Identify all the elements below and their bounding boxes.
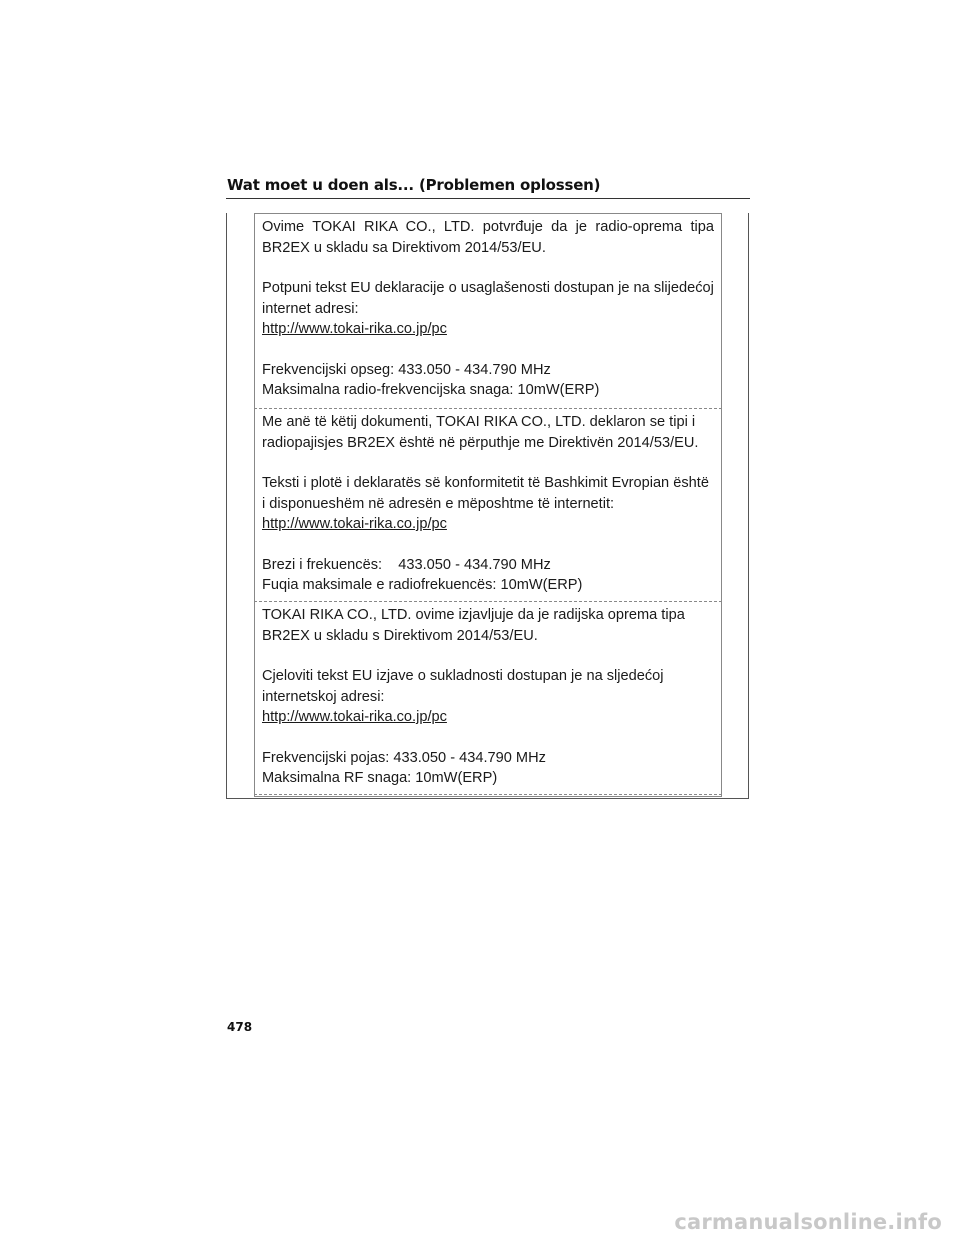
text-line: radiopajisjes BR2EX është në përputhje me Direktivën 2014/53/EU. xyxy=(262,434,699,451)
declaration-link[interactable]: http://www.tokai-rika.co.jp/pc xyxy=(262,709,447,725)
text-line: Me anë të këtij dokumenti, TOKAI RIKA CO., LTD. deklaron se tipi i xyxy=(262,414,696,430)
text-line: BR2EX u skladu s Direktivom 2014/53/EU. xyxy=(262,627,538,644)
paragraph-intro xyxy=(262,605,714,646)
text-line: Potpuni tekst EU deklaracije o usaglašenosti dostupan je na slijedećoj xyxy=(262,280,714,296)
paragraph-fulltext xyxy=(262,473,714,535)
declaration-section-croatian xyxy=(254,601,722,789)
watermark: carmanualsonline.info xyxy=(674,1210,942,1234)
declaration-link[interactable]: http://www.tokai-rika.co.jp/pc xyxy=(262,516,447,532)
header-divider xyxy=(226,198,750,199)
declaration-section-bosnian xyxy=(254,213,722,401)
text-line: internetskoj adresi: xyxy=(262,688,385,705)
paragraph-frequency xyxy=(262,748,714,789)
text-line: Fuqia maksimale e radiofrekuencës: 10mW(ERP) xyxy=(262,577,583,593)
declaration-section-albanian xyxy=(254,408,722,596)
page-number: 478 xyxy=(227,1020,253,1034)
text-line: Brezi i frekuencës: 433.050 - 434.790 MHz xyxy=(262,556,551,573)
text-line: Frekvencijski pojas: 433.050 - 434.790 MHz xyxy=(262,749,546,766)
text-line: Maksimalna RF snaga: 10mW(ERP) xyxy=(262,770,498,786)
paragraph-fulltext xyxy=(262,278,714,340)
text-line: Maksimalna radio-frekvencijska snaga: 10mW(ERP) xyxy=(262,382,600,398)
page-header-title: Wat moet u doen als... (Problemen oplossen) xyxy=(227,176,601,194)
text-line: Teksti i plotë i deklaratës së konformitetit të Bashkimit Evropian është xyxy=(262,475,709,491)
text-line: Frekvencijski opseg: 433.050 - 434.790 MHz xyxy=(262,361,551,378)
text-line: BR2EX u skladu sa Direktivom 2014/53/EU. xyxy=(262,239,546,256)
declaration-link[interactable]: http://www.tokai-rika.co.jp/pc xyxy=(262,321,447,337)
paragraph-frequency xyxy=(262,555,714,596)
paragraph-intro xyxy=(262,412,714,453)
text-line: i disponueshëm në adresën e mëposhtme të internetit: xyxy=(262,495,615,512)
text-line: TOKAI RIKA CO., LTD. ovime izjavljuje da je radijska oprema tipa xyxy=(262,607,685,623)
paragraph-intro xyxy=(262,217,714,258)
text-line: Ovime TOKAI RIKA CO., LTD. potvrđuje da je radio-oprema tipa xyxy=(262,219,714,235)
paragraph-fulltext xyxy=(262,666,714,728)
text-line: internet adresi: xyxy=(262,300,359,317)
section-divider xyxy=(254,794,722,795)
paragraph-frequency xyxy=(262,360,714,401)
text-line: Cjeloviti tekst EU izjave o sukladnosti dostupan je na sljedećoj xyxy=(262,668,664,684)
